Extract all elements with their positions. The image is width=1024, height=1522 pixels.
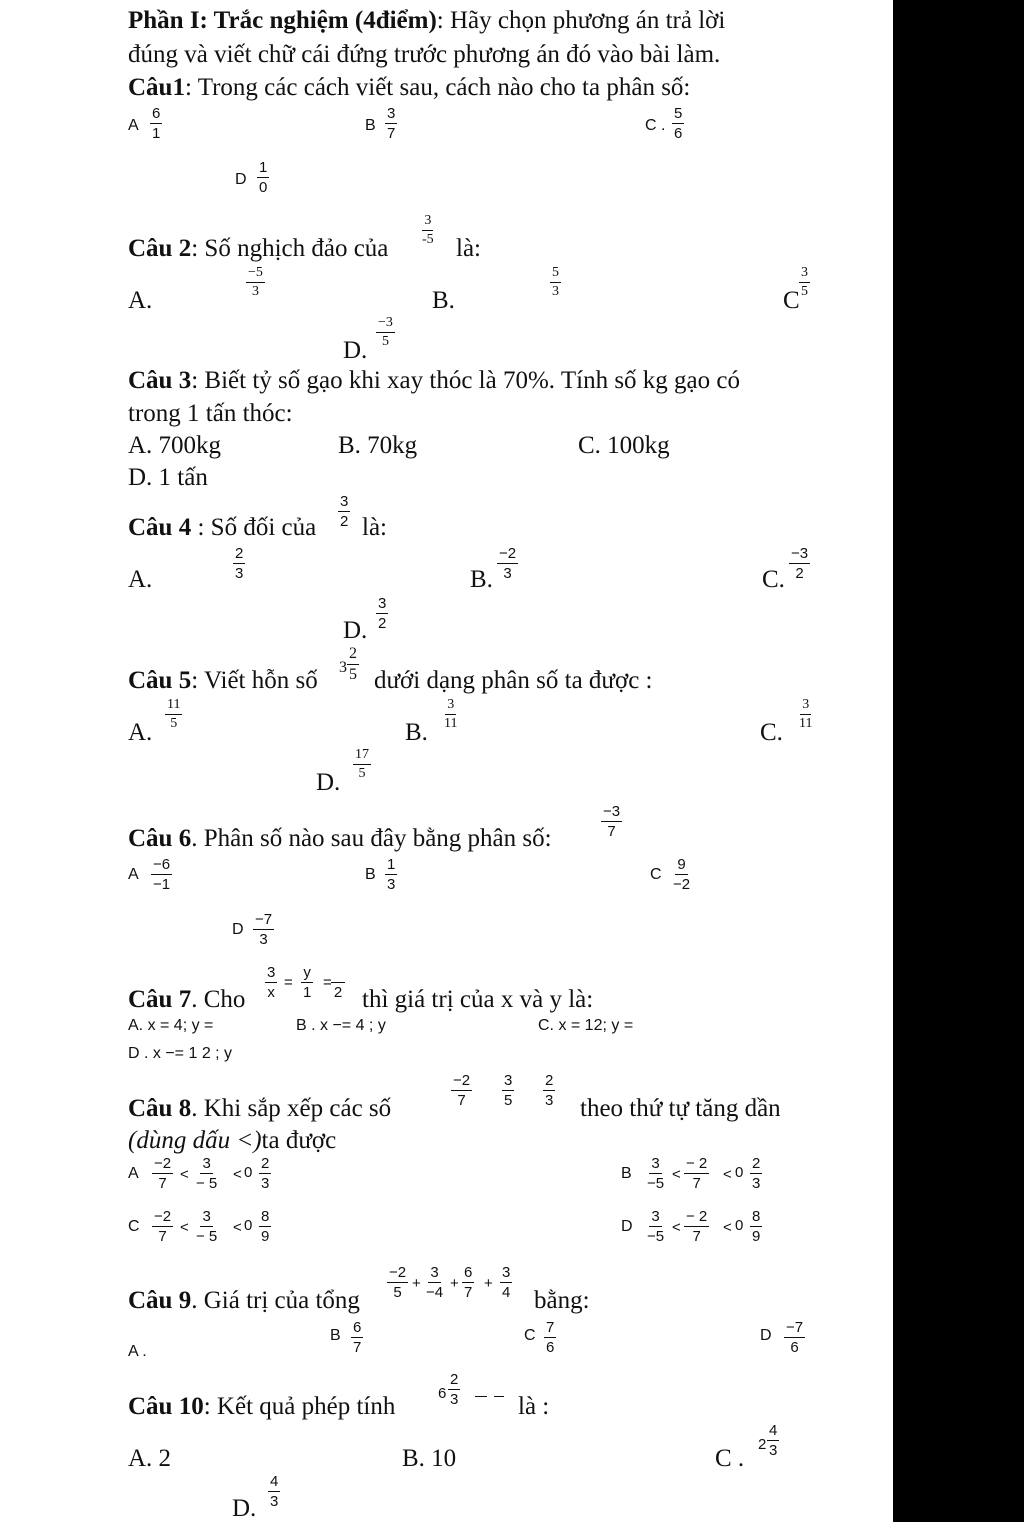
q8-option-b-fraction-2: − 2 7: [686, 1155, 708, 1192]
q6-option-c-fraction: 9 −2: [673, 856, 691, 893]
q8-option-a-fraction-3: 2 3: [261, 1155, 270, 1192]
question-10: Câu 10: Kết quả phép tính: [128, 1393, 396, 1420]
q7-fraction-3: 2: [331, 965, 345, 1000]
q2-option-d-fraction: −3 5: [378, 315, 393, 349]
question-1: Câu1: Trong các cách viết sau, cách nào cho ta phân số:: [128, 74, 691, 101]
q2-tail: là:: [456, 235, 481, 262]
q9-plus-2: +: [450, 1275, 459, 1292]
q8-option-c-fraction-1: −2 7: [154, 1208, 172, 1245]
q8-option-a-lt-1: <: [180, 1166, 189, 1183]
q5-option-b-label: B.: [405, 719, 428, 746]
q7-equals-2: =: [323, 974, 332, 991]
q9-fraction-3: 6 7: [464, 1264, 473, 1301]
q5-option-d-label: D.: [316, 769, 341, 796]
question-7: Câu 7. Cho: [128, 986, 246, 1013]
q2-option-c-label: C: [783, 287, 800, 314]
q1-option-b-label: B: [365, 117, 376, 134]
q8-option-d-label: D: [621, 1218, 633, 1235]
q7-option-c: C. x = 12; y =: [538, 1017, 634, 1034]
q9-option-c-fraction: 7 6: [546, 1319, 555, 1356]
q8-option-c-label: C: [128, 1218, 140, 1235]
q5-option-c-fraction: 3 11: [799, 697, 813, 731]
q8-option-d-fraction-2: − 2 7: [686, 1208, 708, 1245]
q10-option-c-whole: 2: [758, 1436, 767, 1453]
q2-option-a-label: A.: [128, 287, 153, 314]
q9-option-b-label: B: [330, 1327, 341, 1344]
q2-fraction: 3 -5: [422, 213, 434, 247]
q7-option-b: B . x −= 4 ; y: [296, 1017, 386, 1034]
q9-plus-3: +: [484, 1275, 493, 1292]
q8-option-a-fraction-2: 3 − 5: [196, 1155, 218, 1192]
q8-number-3: 2 3: [545, 1072, 554, 1109]
q7-fraction-2: y 1: [303, 964, 312, 1001]
q8-option-d-fraction-3: 8 9: [752, 1208, 761, 1245]
q4-option-a-label: A.: [128, 566, 153, 593]
q8-option-b-fraction-3: 2 3: [752, 1155, 761, 1192]
q8-option-c-lt-2: <: [233, 1219, 242, 1236]
q4-option-c-fraction: −3 2: [791, 545, 809, 582]
q4-option-b-fraction: −2 3: [499, 545, 517, 582]
q3-option-b: B. 70kg: [338, 432, 418, 459]
q6-option-d-fraction: −7 3: [255, 911, 273, 948]
q10-option-c-label: C .: [715, 1445, 745, 1472]
q5-option-d-fraction: 17 5: [355, 747, 369, 781]
q8-option-d-lt-2: <: [723, 1219, 732, 1236]
q3-option-c: C. 100kg: [578, 432, 670, 459]
q10-option-b: B. 10: [402, 1445, 457, 1472]
q1-option-a-fraction: 6 1: [152, 105, 161, 142]
q8-option-b-zero: 0: [735, 1164, 744, 1181]
q4-option-a-fraction: 2 3: [235, 545, 244, 582]
question-5: Câu 5: Viết hỗn số: [128, 667, 318, 694]
q1-option-d-fraction: 1 0: [259, 159, 268, 196]
q1-option-b-fraction: 3 7: [387, 105, 396, 142]
q9-option-a: A .: [128, 1343, 147, 1360]
q5-option-a-label: A.: [128, 719, 153, 746]
q7-fraction-1: 3 x: [267, 964, 276, 1001]
q6-option-a-fraction: −6 −1: [153, 856, 171, 893]
question-8: Câu 8. Khi sắp xếp các số: [128, 1095, 392, 1122]
q9-fraction-4: 3 4: [502, 1264, 511, 1301]
q5-tail: dưới dạng phân số ta được :: [374, 667, 653, 694]
q1-option-c-fraction: 5 6: [674, 105, 683, 142]
section-instruction: đúng và viết chữ cái đứng trước phương án đó vào bài làm.: [128, 41, 721, 68]
q8-option-a-fraction-1: −2 7: [154, 1155, 172, 1192]
q8-number-1: −2 7: [453, 1072, 471, 1109]
q9-tail: bằng:: [534, 1287, 590, 1314]
q4-option-d-fraction: 3 2: [378, 595, 387, 632]
q6-option-d-label: D: [232, 921, 244, 938]
q4-tail: là:: [362, 514, 387, 541]
q8-option-d-fraction-1: 3 −5: [647, 1208, 665, 1245]
q6-option-b-fraction: 1 3: [387, 856, 396, 893]
q2-option-b-label: B.: [432, 287, 455, 314]
q8-option-a-lt-2: <: [233, 1166, 242, 1183]
q5-mixed-whole: 3: [339, 659, 347, 676]
q10-mixed-fraction: 2 3: [450, 1371, 459, 1408]
q1-option-c-label: C .: [645, 117, 666, 134]
q9-fraction-2: 3 −4: [426, 1264, 444, 1301]
q8-option-a-zero: 0: [244, 1164, 253, 1181]
q2-option-c-fraction: 3 5: [801, 265, 808, 299]
question-3: Câu 3: Biết tỷ số gạo khi xay thóc là 70%. Tính số kg gạo có: [128, 367, 740, 394]
q3-option-a: A. 700kg: [128, 432, 222, 459]
q7-option-d: D . x −= 1 2 ; y: [128, 1045, 233, 1062]
q4-option-b-label: B.: [470, 566, 493, 593]
q10-dash-2: [494, 1396, 504, 1397]
q10-tail: là :: [518, 1393, 550, 1420]
q6-option-c-label: C: [650, 866, 662, 883]
q9-option-c-label: C: [524, 1327, 536, 1344]
q2-option-d-label: D.: [343, 337, 368, 364]
q10-mixed-whole: 6: [438, 1385, 447, 1402]
q10-option-d-label: D.: [232, 1495, 257, 1522]
q8-option-d-zero: 0: [735, 1217, 744, 1234]
q8-option-d-lt-1: <: [672, 1219, 681, 1236]
q9-fraction-1: −2 5: [389, 1264, 407, 1301]
question-9: Câu 9. Giá trị của tổng: [128, 1287, 360, 1314]
q1-option-d-label: D: [235, 171, 247, 188]
section-header: Phần I: Trắc nghiệm (4điểm): Hãy chọn phương án trả lời: [128, 7, 726, 34]
q4-option-c-label: C.: [762, 566, 785, 593]
q10-option-a: A. 2: [128, 1445, 172, 1472]
q10-option-d-fraction: 4 3: [270, 1473, 279, 1510]
q9-option-d-fraction: −7 6: [786, 1319, 804, 1356]
q7-tail: thì giá trị của x và y là:: [362, 986, 594, 1013]
q2-option-a-fraction: −5 3: [248, 265, 263, 299]
q8-option-c-zero: 0: [244, 1217, 253, 1234]
q6-option-b-label: B: [365, 866, 376, 883]
q5-option-b-fraction: 3 11: [444, 697, 458, 731]
q8-option-b-label: B: [621, 1165, 632, 1182]
q5-option-c-label: C.: [760, 719, 783, 746]
q8-option-c-lt-1: <: [180, 1219, 189, 1236]
q1-option-a-label: A: [128, 117, 139, 134]
q10-option-c-fraction: 4 3: [769, 1422, 778, 1459]
question-2: Câu 2: Số nghịch đảo của: [128, 235, 389, 262]
q9-option-d-label: D: [760, 1327, 772, 1344]
q5-option-a-fraction: 11 5: [167, 697, 181, 731]
q8-option-b-lt-2: <: [723, 1166, 732, 1183]
q8-tail: theo thứ tự tăng dần: [580, 1095, 781, 1122]
q8-number-2: 3 5: [504, 1072, 513, 1109]
q7-option-a: A. x = 4; y =: [128, 1017, 214, 1034]
q8-option-c-fraction-2: 3 − 5: [196, 1208, 218, 1245]
q6-fraction: −3 7: [603, 803, 621, 840]
q5-mixed-fraction: 2 5: [349, 645, 357, 683]
q2-option-b-fraction: 5 3: [552, 265, 559, 299]
q8-option-b-fraction-1: 3 −5: [647, 1155, 665, 1192]
q6-option-a-label: A: [128, 866, 139, 883]
q4-option-d-label: D.: [343, 617, 368, 644]
question-4: Câu 4 : Số đối của: [128, 514, 317, 541]
question-8-line2: (dùng dấu <)ta được: [128, 1127, 337, 1154]
q7-equals-1: =: [284, 974, 293, 991]
q10-dash-1: [475, 1396, 487, 1397]
question-6: Câu 6. Phân số nào sau đây bằng phân số:: [128, 825, 552, 852]
q3-option-d: D. 1 tấn: [128, 464, 208, 491]
q9-plus-1: +: [412, 1275, 421, 1292]
q8-option-a-label: A: [128, 1165, 139, 1182]
q8-option-c-fraction-3: 8 9: [261, 1208, 270, 1245]
q4-fraction: 3 2: [340, 493, 349, 530]
question-3-line2: trong 1 tấn thóc:: [128, 400, 293, 427]
q9-option-b-fraction: 6 7: [353, 1319, 362, 1356]
q8-option-b-lt-1: <: [672, 1166, 681, 1183]
